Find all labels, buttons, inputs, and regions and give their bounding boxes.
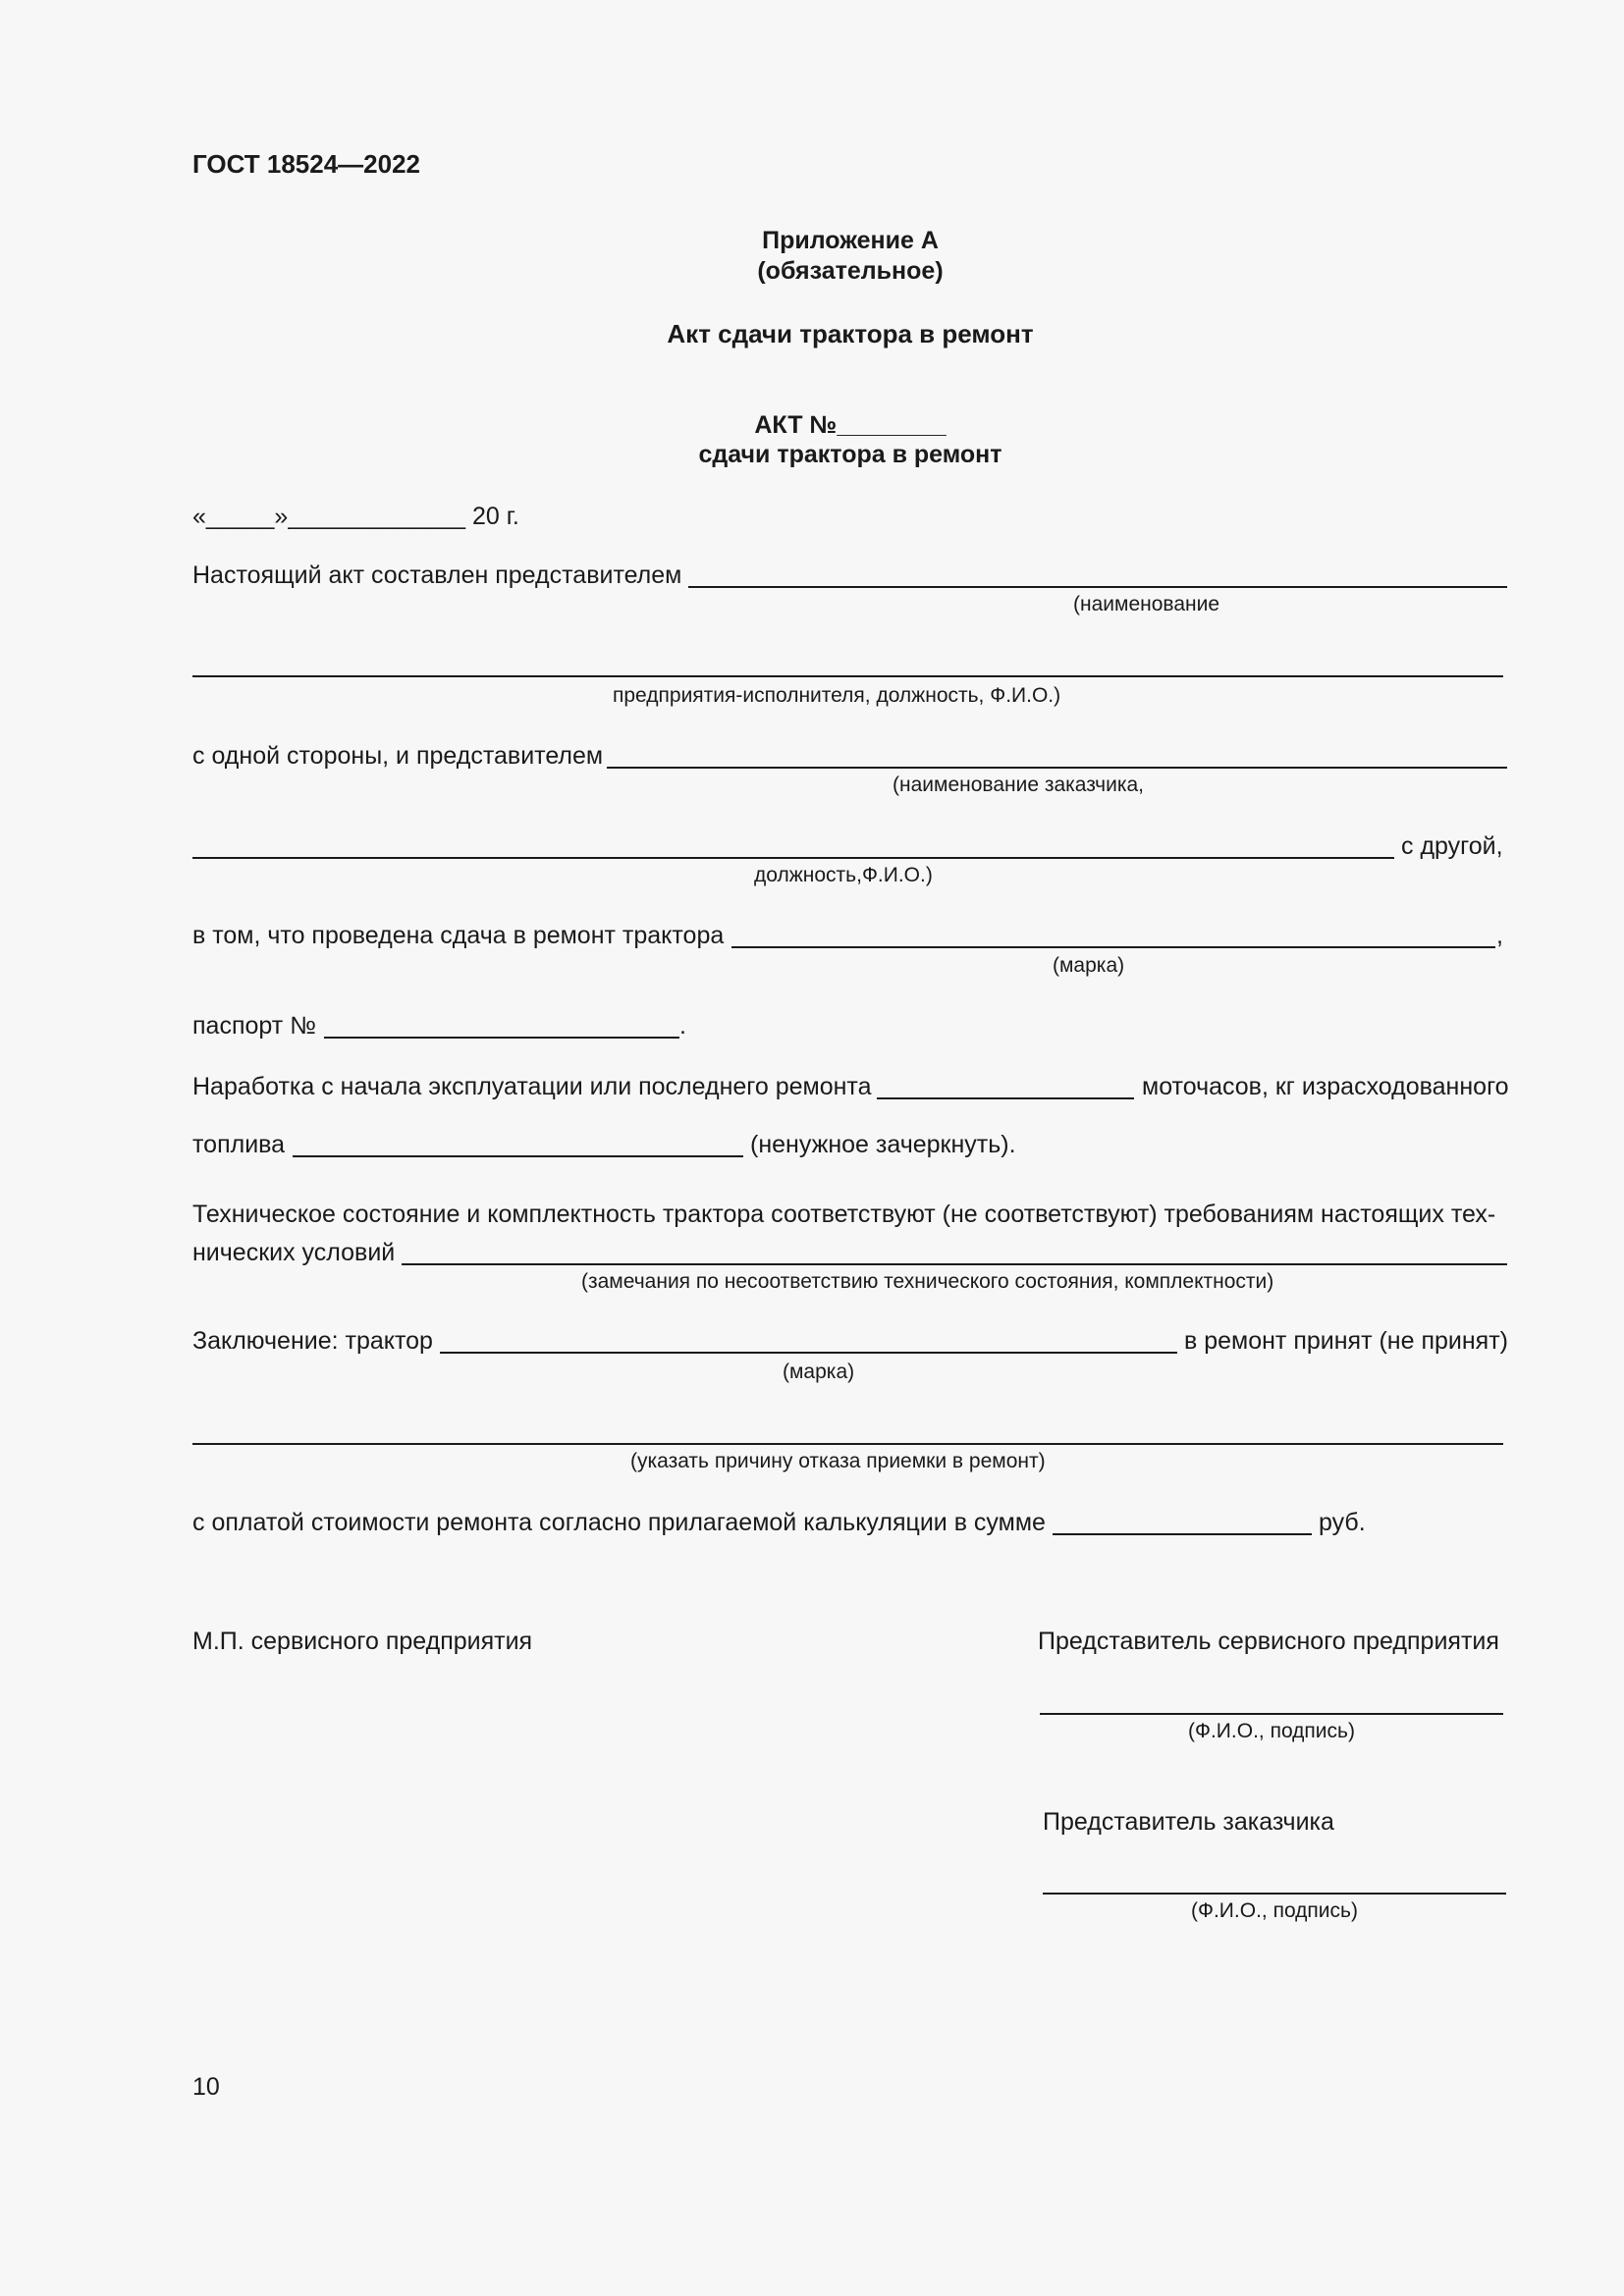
conclusion-result: в ремонт принят (не принят) [1184, 1327, 1508, 1355]
rep-label: Настоящий акт составлен представителем [192, 561, 682, 589]
rep-details-blank [192, 675, 1503, 677]
payment-label: с оплатой стоимости ремонта согласно прилагаемой калькуляции в сумме [192, 1509, 1046, 1536]
stamp-label: М.П. сервисного предприятия [192, 1628, 533, 1655]
customer-signature-caption: (Ф.И.О., подпись) [1191, 1899, 1358, 1922]
payment-amount-blank [1053, 1533, 1312, 1535]
customer-rep-label: Представитель заказчика [1043, 1808, 1334, 1836]
conclusion-label: Заключение: трактор [192, 1327, 433, 1355]
service-signature-caption: (Ф.И.О., подпись) [1188, 1720, 1355, 1742]
passport-label: паспорт № [192, 1012, 316, 1040]
fuel-blank [293, 1155, 743, 1157]
customer-details-blank [192, 857, 1394, 859]
payment-unit: руб. [1319, 1509, 1366, 1536]
page-number: 10 [192, 2073, 220, 2101]
date-line: «_____»_____________ 20 г. [192, 503, 519, 530]
conclusion-brand-blank [440, 1352, 1177, 1354]
standard-header: ГОСТ 18524—2022 [192, 149, 420, 179]
annex-status: (обязательное) [757, 257, 944, 285]
handover-comma: , [1496, 922, 1503, 949]
fuel-note: (ненужное зачеркнуть). [750, 1131, 1016, 1158]
annex-title: Акт сдачи трактора в ремонт [667, 319, 1034, 348]
customer-caption-1: (наименование заказчика, [893, 774, 1144, 796]
service-rep-label: Представитель сервисного предприятия [1038, 1628, 1499, 1655]
condition-text-1: Техническое состояние и комплектность трактора соответствуют (не соответствуют) требованиям настоящих тех- [192, 1201, 1496, 1228]
hours-blank [877, 1097, 1134, 1099]
customer-name-blank [607, 767, 1507, 769]
annex-label: Приложение А [762, 227, 939, 254]
other-side: с другой, [1401, 832, 1503, 860]
customer-label: с одной стороны, и представителем [192, 742, 604, 770]
brand-caption: (марка) [1053, 954, 1125, 977]
conclusion-brand-caption: (марка) [783, 1361, 855, 1383]
hours-unit: моточасов, кг израсходованного [1142, 1073, 1509, 1100]
tractor-brand-blank [731, 946, 1495, 948]
rep-name-blank [688, 586, 1507, 588]
act-title: АКТ №________ [754, 411, 947, 439]
refusal-blank [192, 1443, 1503, 1445]
condition-blank [402, 1263, 1507, 1265]
rep-caption-1: (наименование [1073, 593, 1219, 615]
handover-label: в том, что проведена сдача в ремонт трактора [192, 922, 725, 949]
passport-period: . [679, 1012, 686, 1040]
fuel-label: топлива [192, 1131, 286, 1158]
act-subtitle: сдачи трактора в ремонт [698, 441, 1002, 468]
rep-caption-2: предприятия-исполнителя, должность, Ф.И.О.) [613, 684, 1061, 707]
customer-caption-2: должность,Ф.И.О.) [754, 864, 933, 886]
customer-signature-blank [1043, 1893, 1506, 1895]
condition-text-2: нических условий [192, 1239, 396, 1266]
condition-caption: (замечания по несоответствию технического состояния, комплектности) [581, 1270, 1274, 1293]
refusal-caption: (указать причину отказа приемки в ремонт) [630, 1450, 1046, 1472]
hours-label: Наработка с начала эксплуатации или последнего ремонта [192, 1073, 872, 1100]
service-signature-blank [1040, 1713, 1503, 1715]
passport-blank [324, 1037, 679, 1039]
